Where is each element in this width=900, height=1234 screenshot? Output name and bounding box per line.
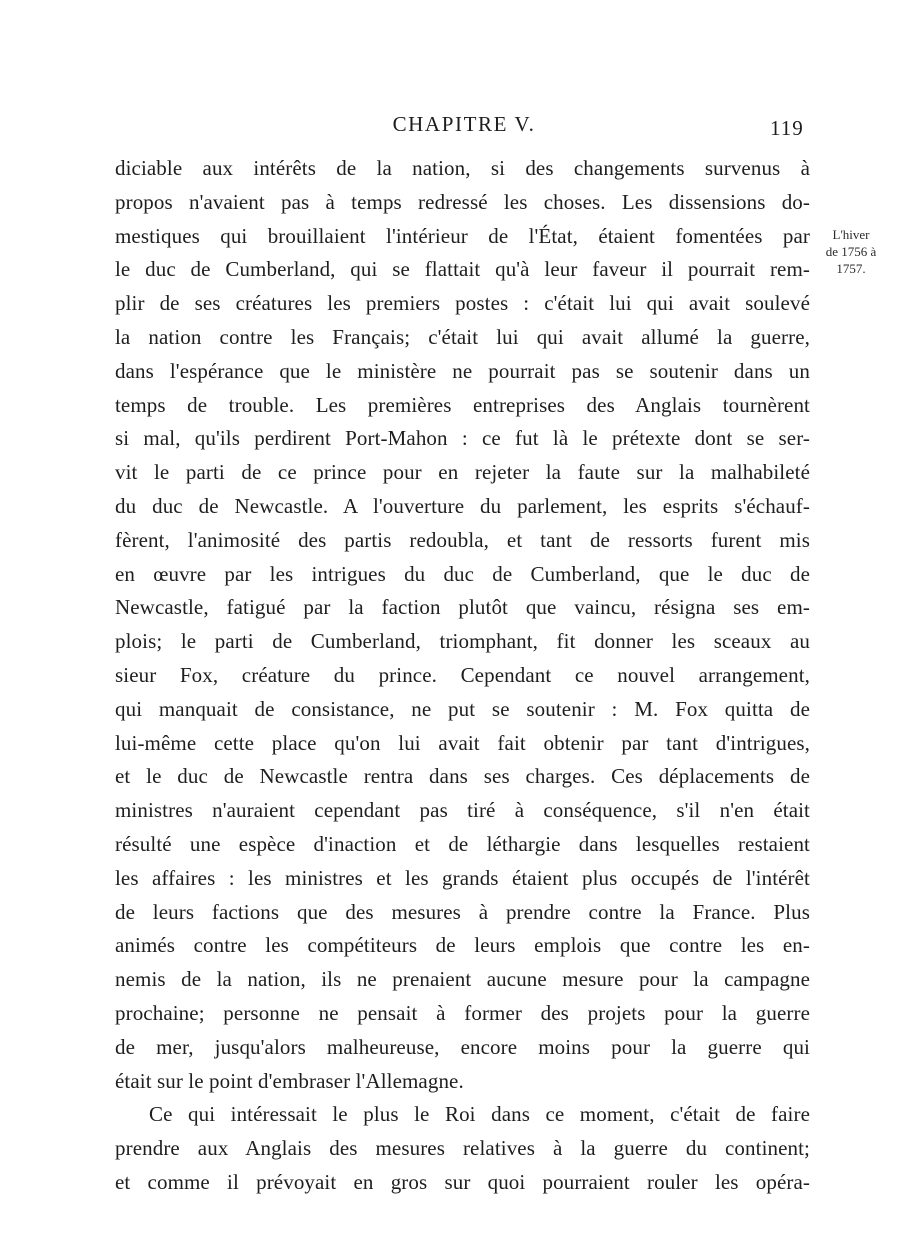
text-line: sieur Fox, créature du prince. Cependant ce nouvel arrangement, bbox=[115, 662, 810, 687]
text-line: dans l'espérance que le ministère ne pourrait pas se soutenir dans un bbox=[115, 358, 810, 383]
text-line: lui-même cette place qu'on lui avait fait obtenir par tant d'intrigues, bbox=[115, 730, 810, 755]
text-line: du duc de Newcastle. A l'ouverture du parlement, les esprits s'échauf- bbox=[115, 493, 810, 518]
text-line: mestiques qui brouillaient l'intérieur de l'État, étaient fomentées par bbox=[115, 223, 810, 248]
margin-note-line: L'hiver bbox=[832, 227, 870, 242]
text-line: animés contre les compétiteurs de leurs emplois que contre les en- bbox=[115, 933, 810, 958]
text-line: le duc de Cumberland, qui se flattait qu'à leur faveur il pourrait rem- bbox=[115, 257, 810, 282]
page-number: 119 bbox=[770, 116, 804, 140]
text-line: de mer, jusqu'alors malheureuse, encore moins pour la guerre qui bbox=[115, 1034, 810, 1059]
text-line: Newcastle, fatigué par la faction plutôt que vaincu, résigna ses em- bbox=[115, 595, 810, 620]
chapter-title: CHAPITRE V. bbox=[392, 112, 536, 136]
text-line: en œuvre par les intrigues du duc de Cumberland, que le duc de bbox=[115, 561, 810, 586]
text-line: Ce qui intéressait le plus le Roi dans ce moment, c'était de faire bbox=[149, 1102, 810, 1127]
text-line: plois; le parti de Cumberland, triomphant, fit donner les sceaux au bbox=[115, 629, 810, 654]
text-line: les affaires : les ministres et les grands étaient plus occupés de l'intérêt bbox=[115, 865, 810, 890]
text-line: et le duc de Newcastle rentra dans ses charges. Ces déplacements de bbox=[115, 764, 810, 789]
text-line: était sur le point d'embraser l'Allemagne. bbox=[115, 1068, 464, 1093]
text-line: temps de trouble. Les premières entreprises des Anglais tournèrent bbox=[115, 392, 810, 417]
text-line: plir de ses créatures les premiers postes : c'était lui qui avait soulevé bbox=[115, 291, 810, 316]
margin-note-line: de 1756 à bbox=[825, 244, 877, 259]
text-line: propos n'avaient pas à temps redressé les choses. Les dissensions do- bbox=[115, 189, 810, 214]
margin-note bbox=[817, 226, 885, 277]
text-line: la nation contre les Français; c'était lui qui avait allumé la guerre, bbox=[115, 324, 810, 349]
text-line: prochaine; personne ne pensait à former des projets pour la guerre bbox=[115, 1000, 810, 1025]
text-line: ministres n'auraient cependant pas tiré à conséquence, s'il n'en était bbox=[115, 798, 810, 823]
text-line: qui manquait de consistance, ne put se soutenir : M. Fox quitta de bbox=[115, 696, 810, 721]
text-line: de leurs factions que des mesures à prendre contre la France. Plus bbox=[115, 899, 810, 924]
text-line: et comme il prévoyait en gros sur quoi pourraient rouler les opéra- bbox=[115, 1169, 810, 1194]
text-line: résulté une espèce d'inaction et de léthargie dans lesquelles restaient bbox=[115, 831, 810, 856]
text-line: prendre aux Anglais des mesures relatives à la guerre du continent; bbox=[115, 1136, 810, 1161]
text-line: fèrent, l'animosité des partis redoubla, et tant de ressorts furent mis bbox=[115, 527, 810, 552]
text-line: diciable aux intérêts de la nation, si des changements survenus à bbox=[115, 156, 810, 180]
running-header bbox=[0, 112, 900, 142]
margin-note-line: 1757. bbox=[836, 261, 866, 276]
text-line: vit le parti de ce prince pour en rejeter la faute sur la malhabileté bbox=[115, 460, 810, 485]
text-line: nemis de la nation, ils ne prenaient aucune mesure pour la campagne bbox=[115, 967, 810, 992]
body-text bbox=[115, 152, 810, 1200]
text-line: si mal, qu'ils perdirent Port-Mahon : ce fut là le prétexte dont se ser- bbox=[115, 426, 810, 451]
